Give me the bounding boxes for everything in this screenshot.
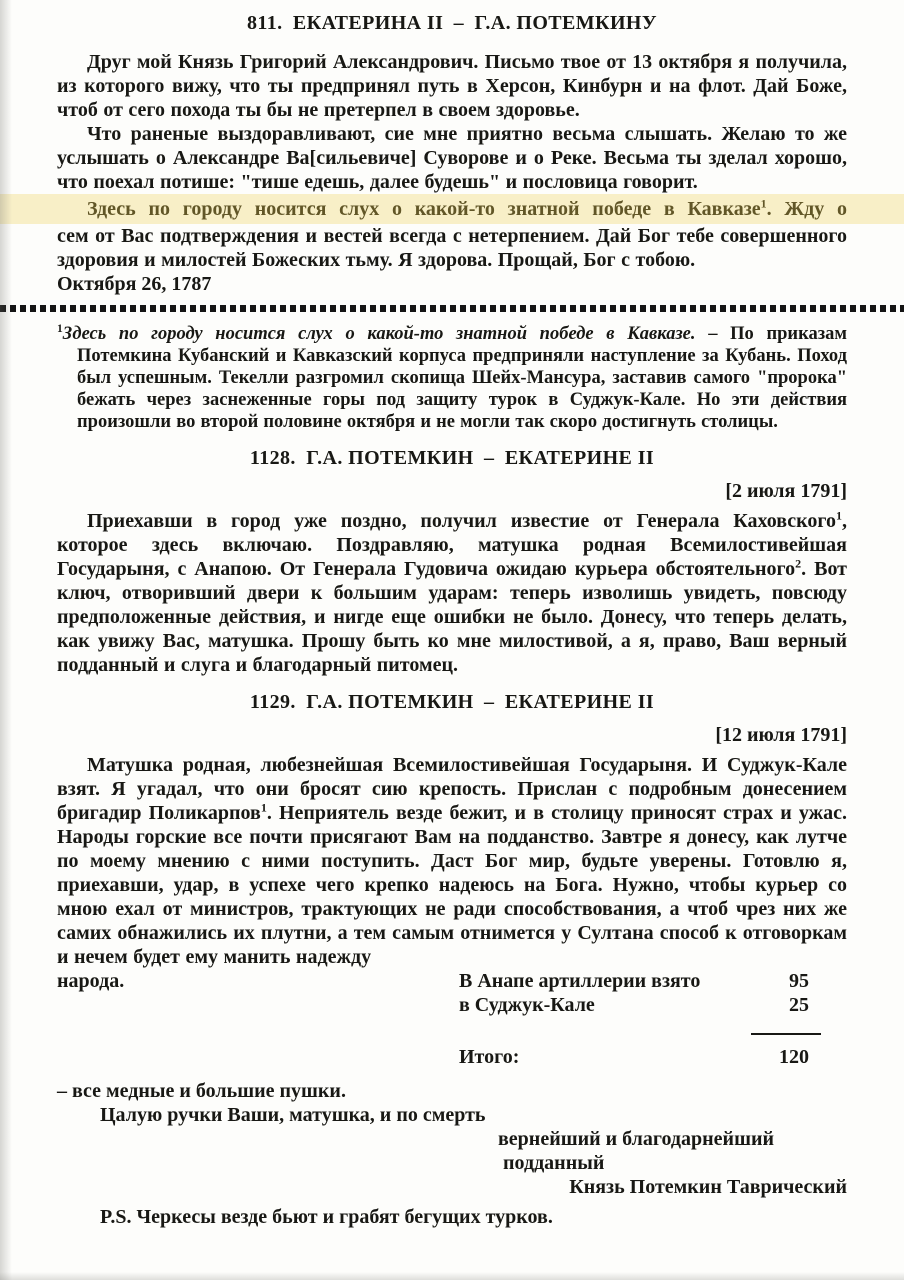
footnote-ref-gudovich: 2 [795,556,802,571]
signature-line-2: подданный [503,1152,605,1174]
letter-1128-section [57,445,847,677]
letter-1128-body-part-3: . Вот ключ, отворивший двери к большим ударам: теперь изволишь увидеть, повсюду предположенные действия, и нигде еще ошибки не было. Донесу, что теперь делать, как увижу Вас, матушка. Прошу быть ко мне милостивой, а я, право, Ваш верный подданный и слуга и благодарный питомец. [57,558,848,676]
table-row-value: 25 [789,994,809,1016]
highlighted-line [0,194,904,224]
highlight-text-tail: . Жду о [766,198,847,220]
letter-1129-body-part-1: Матушка родная, любезнейшая Всемилостивейшая Государыня. И Суджук-Кале взят. Я угадал, что они бросят сию крепость. Прислан с подробным донесением бригадир Поликарпов [57,754,847,824]
footnote-commentary: – По приказам Потемкина Кубанский и Кавказский корпуса предприняли наступление за Кубань. Поход был успешным. Текелли разгромил скопища Шейх-Мансура, заставив самого "пророка" бежать через заснеженные горы под защиту турок в Суджук-Кале. Но эти действия произошли во второй половине октября и не могли так скоро достигнуть столицы. [77,324,847,432]
signature-block [57,1127,847,1199]
footnote-marker: 1 [57,322,63,335]
letter-1129-section [57,689,847,1229]
paragraph-tail-and-table-row [57,969,847,1069]
closing-kiss-line: Цалую ручки Ваши, матушка, и по смерть [100,1104,486,1126]
table-row-label: В Анапе артиллерии взято [459,970,701,992]
letter-811-paragraph-2: Что раненые выздоравливают, сие мне приятно весьма слышать. Желаю то же услышать о Александре Ва[сильевиче] Суворове и о Реке. Весьма ты зделал хорошо, что поехал потише: "тише едешь, далее будешь" и пословица говорит. [57,123,847,193]
signature-line-1: вернейший и благодарнейший [498,1128,775,1150]
highlight-text: Здесь по городу носится слух о какой-то знатной победе в Кавказе [87,198,761,220]
page-bottom-edge-shadow [0,1272,904,1280]
letter-1128-body [57,509,847,677]
table-total-row [459,1045,809,1069]
letter-1129-body [57,753,847,969]
letter-1128-body-part-1: Приехавши в город уже поздно, получил известие от Генерала Каховского [87,510,836,532]
footnote-ref-kakhovsky: 1 [836,508,842,523]
letter-1129-date: [12 июля 1791] [715,724,847,746]
letter-1129-heading: 1129. Г.А. ПОТЕМКИН – ЕКАТЕРИНЕ II [249,691,655,713]
table-sum-rule [751,1033,821,1035]
footnote-ref-polikarpov: 1 [260,800,267,815]
table-total-label: Итого: [459,1046,520,1068]
letter-811-heading: 811. ЕКАТЕРИНА II – Г.А. ПОТЕМКИНУ [247,12,657,34]
table-row-value: 95 [789,970,809,992]
artillery-table [459,969,809,1069]
letter-811-paragraph-3-continuation: сем от Вас подтверждения и вестей всегда с нетерпением. Дай Бог тебе совершенного здоровия и милостей Божеских тьму. Я здорова. Прощай, Бог с тобою. [57,225,847,271]
letter-811-section [57,10,847,296]
signature-name: Князь Потемкин Таврический [569,1176,847,1198]
letter-811-date: Октября 26, 1787 [57,273,212,295]
footnote-1 [57,323,847,433]
postscript-line: P.S. Черкесы везде бьют и грабят бегущих турков. [100,1206,553,1228]
footnote-quoted-phrase: Здесь по городу носится слух о какой-то знатной победе в Кавказе. [62,324,696,344]
footnote-ref-1: 1 [760,196,767,211]
letter-1128-body-part-2: , которое здесь включаю. Поздравляю, матушка родная Всемилостивейшая Государыня, с Анапою. От Генерала Гудовича ожидаю курьера обстоятельного [57,510,847,580]
letter-1129-body-part-2: . Неприятель везде бежит, и в столицу приносят страх и ужас. Народы горские все почти присягают Вам на подданство. Завтре я донесу, как лутче по моему мнению с ними поступить. Даст Бог мир, будьте уверены. Готовлю я, приехавши, удар, в успехе чего крепко надеюсь на Бога. Нужно, чтобы курьер со мною ехал от министров, трактующих не ради способствования, а чтоб чрез них же самих обнажились их плутни, а тем самым отнимется у Султана способ к отговоркам и нечем будет ему манить надежду [57,802,847,968]
letter-811-paragraph-1: Друг мой Князь Григорий Александрович. Письмо твое от 13 октября я получила, из которого вижу, что ты предпринял путь в Херсон, Кинбурн и на флот. Дай Боже, чтоб от сего похода ты бы не претерпел в своем здоровье. [57,51,847,121]
table-row [459,993,809,1017]
letter-1128-date: [2 июля 1791] [725,480,847,502]
table-row [459,969,809,993]
paragraph-tail-word: народа. [57,970,125,992]
letter-1128-heading: 1128. Г.А. ПОТЕМКИН – ЕКАТЕРИНЕ II [249,447,655,469]
footnote-separator [0,305,904,312]
cannons-note: – все медные и большие пушки. [57,1080,346,1102]
table-total-value: 120 [779,1046,809,1068]
table-row-label: в Суджук-Кале [459,994,595,1016]
